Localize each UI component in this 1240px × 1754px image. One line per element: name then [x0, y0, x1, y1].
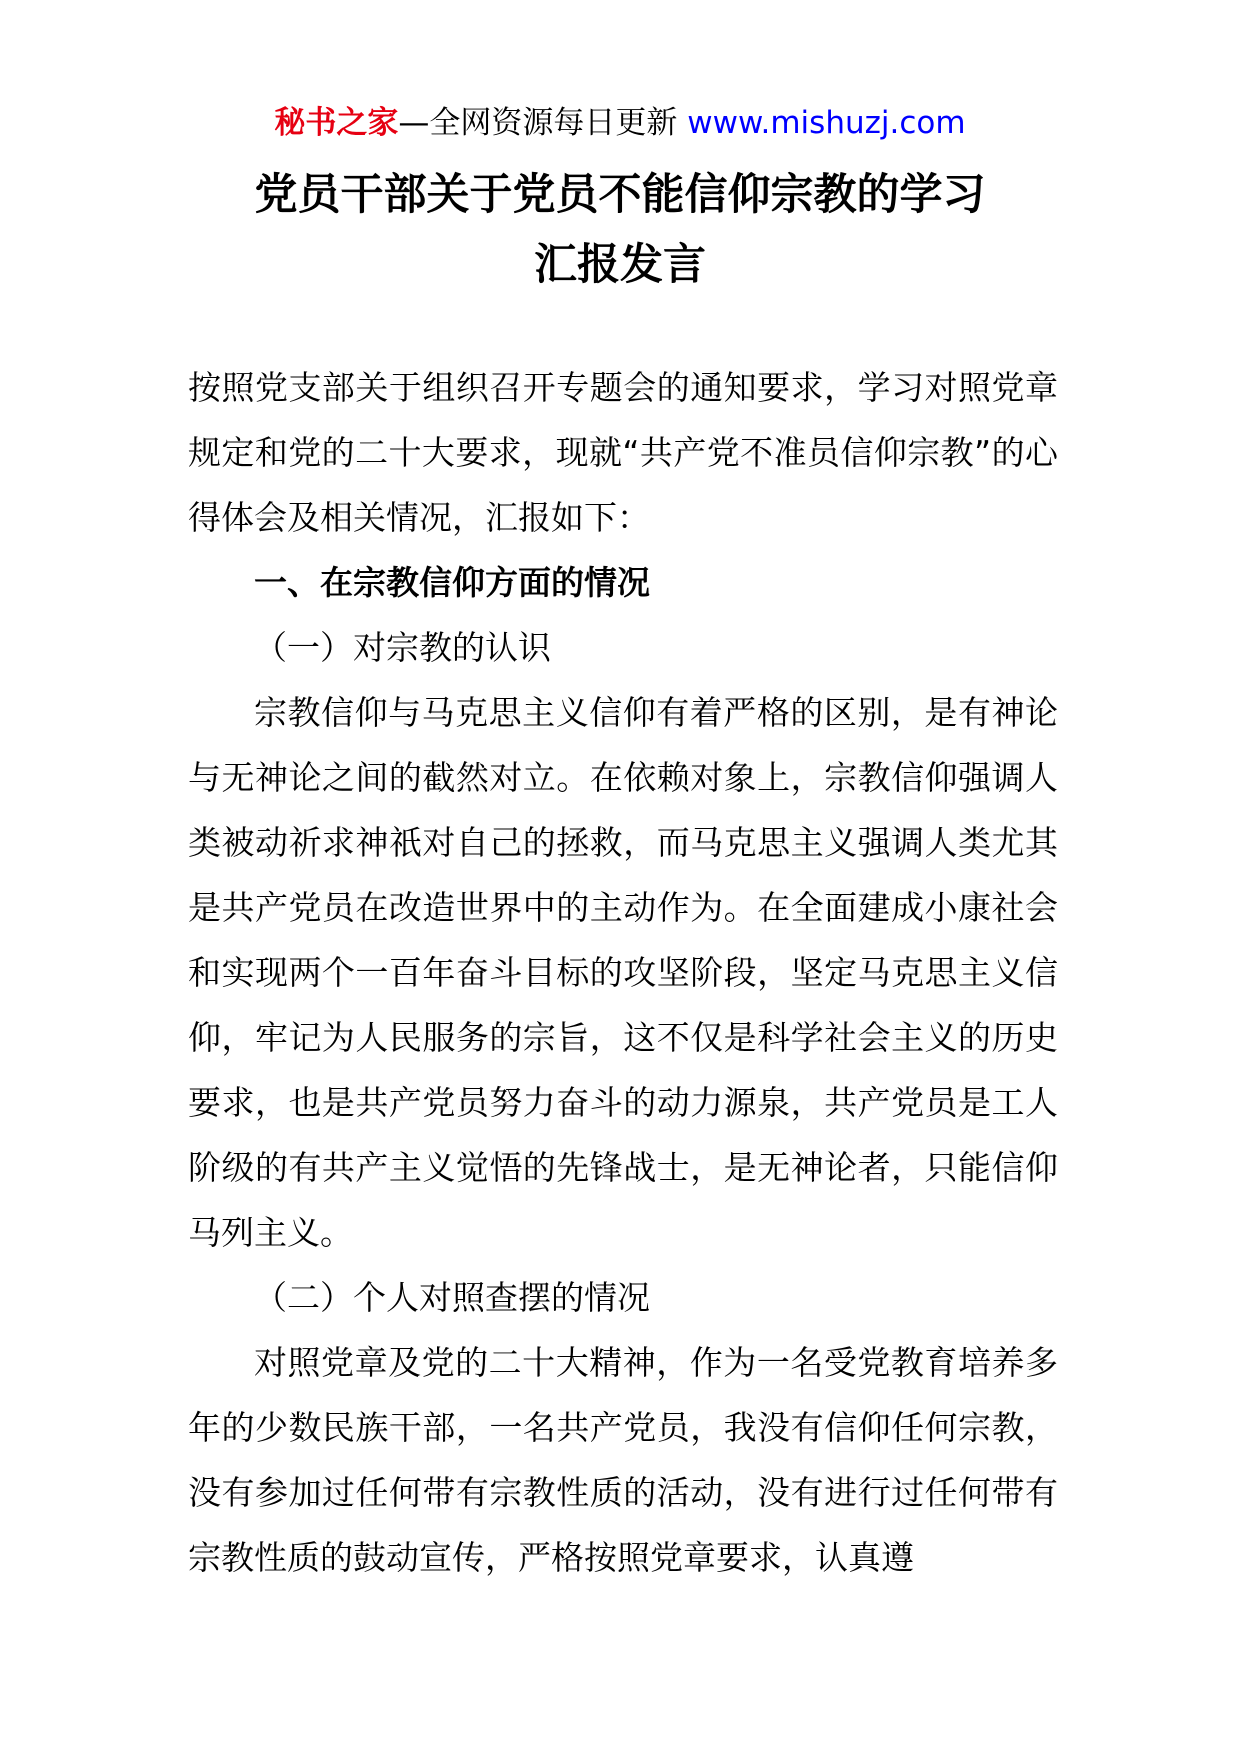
site-header — [0, 100, 1240, 146]
site-brand: 秘书之家 — [274, 105, 399, 141]
intro-paragraph: 按照党支部关于组织召开专题会的通知要求，学习对照党章规定和党的二十大要求，现就“共产党不准员信仰宗教”的心得体会及相关情况，汇报如下： — [188, 368, 1058, 537]
site-slogan: —全网资源每日更新 — [398, 105, 678, 141]
subsection-2-heading: （二）个人对照查摆的情况 — [254, 1278, 650, 1317]
subsection-1-paragraph: 宗教信仰与马克思主义信仰有着严格的区别，是有神论与无神论之间的截然对立。在依赖对象上，宗教信仰强调人类被动祈求神祇对自己的拯救，而马克思主义强调人类尤其是共产党员在改造世界中的主动作为。在全面建成小康社会和实现两个一百年奋斗目标的攻坚阶段，坚定马克思主义信仰，牢记为人民服务的宗旨，这不仅是科学社会主义的历史要求，也是共产党员努力奋斗的动力源泉，共产党员是工人阶级的有共产主义觉悟的先锋战士，是无神论者，只能信仰马列主义。 — [188, 693, 1058, 1252]
title-line-1: 党员干部关于党员不能信仰宗教的学习 — [254, 170, 986, 220]
site-url[interactable]: www.mishuzj.com — [687, 105, 966, 141]
document-title — [0, 160, 1240, 300]
section-1-heading: 一、在宗教信仰方面的情况 — [254, 563, 650, 602]
subsection-2-paragraph: 对照党章及党的二十大精神，作为一名受党教育培养多年的少数民族干部，一名共产党员，我没有信仰任何宗教，没有参加过任何带有宗教性质的活动，没有进行过任何带有宗教性质的鼓动宣传，严格按照党章要求，认真遵 — [188, 1343, 1058, 1577]
title-line-2: 汇报发言 — [534, 240, 706, 290]
document-body — [188, 355, 1058, 1590]
subsection-1-heading: （一）对宗教的认识 — [254, 628, 551, 667]
